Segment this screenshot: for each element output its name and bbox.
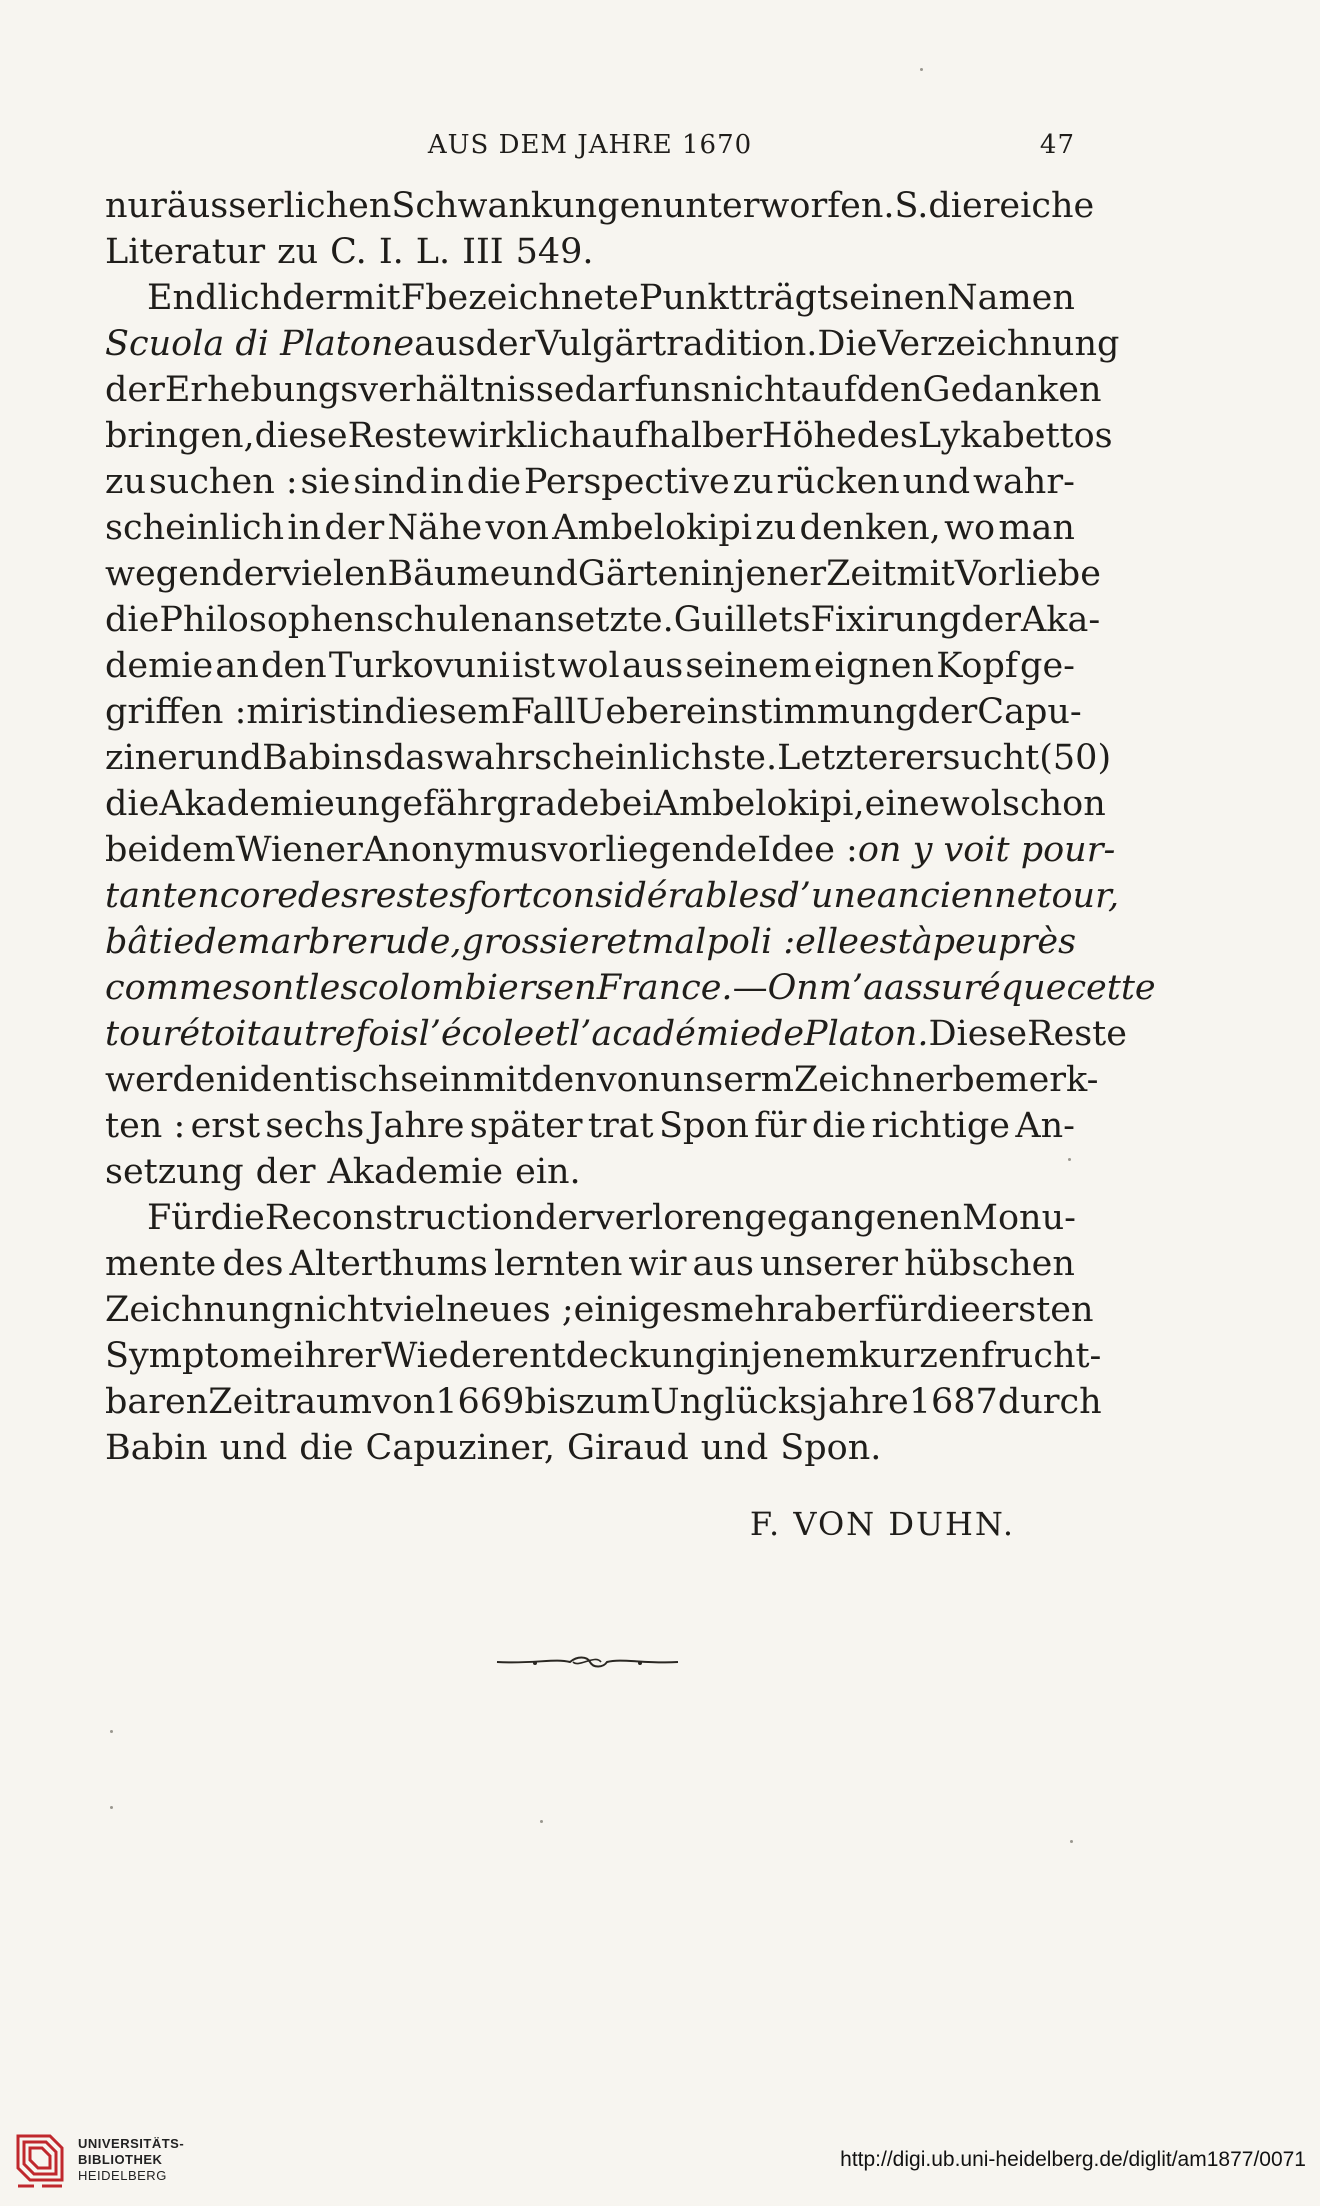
- word: tour,: [1037, 876, 1120, 916]
- word: An-: [1015, 1106, 1075, 1146]
- word: l’académie: [569, 1014, 761, 1054]
- word: tour: [105, 1014, 180, 1054]
- source-url-link[interactable]: http://digi.ub.uni-heidelberg.de/diglit/am1877/0071: [840, 2148, 1306, 2171]
- word: ersten: [980, 1290, 1094, 1330]
- word: Jahre: [369, 1106, 465, 1146]
- word: hübschen: [904, 1244, 1075, 1284]
- word: der: [475, 324, 536, 364]
- library-name: [78, 2136, 184, 2184]
- word: wegen: [105, 554, 222, 594]
- word: unserer: [760, 1244, 898, 1284]
- university-library-logo-icon: [12, 2130, 68, 2194]
- word: Akademie: [327, 1152, 504, 1192]
- word: unterworfen.: [662, 186, 895, 226]
- word: verloren: [594, 1198, 745, 1238]
- word: zu: [105, 462, 146, 502]
- word: rude,: [368, 922, 462, 962]
- word: und: [700, 1428, 769, 1468]
- word: mal: [641, 922, 707, 962]
- word: Für: [147, 1198, 211, 1238]
- word: aus: [621, 646, 684, 686]
- word: wol: [939, 784, 1003, 824]
- word: mit: [896, 554, 955, 594]
- word: der: [221, 554, 282, 594]
- text-line: [105, 1057, 1099, 1103]
- word: denken,: [799, 508, 941, 548]
- word: Verzeichnung: [877, 324, 1120, 364]
- word: trägt: [742, 278, 832, 318]
- word: erst: [190, 1106, 261, 1146]
- text-line: [105, 643, 1075, 689]
- word: fort: [467, 876, 532, 916]
- word: Unglücksjahre: [650, 1382, 909, 1422]
- word: sein: [400, 1060, 473, 1100]
- word: richtige: [871, 1106, 1010, 1146]
- text-line: [105, 1241, 1075, 1287]
- word: Uebereinstimmung: [575, 692, 918, 732]
- word: den: [531, 1060, 597, 1100]
- word: sucht: [942, 738, 1040, 778]
- word: und: [902, 462, 971, 502]
- word: autrefois: [260, 1014, 419, 1054]
- word: man: [998, 508, 1075, 548]
- word: Letzterer: [777, 738, 943, 778]
- word: étoit: [179, 1014, 261, 1054]
- word: zu: [277, 232, 319, 272]
- word: die: [928, 186, 983, 226]
- word: später: [469, 1106, 583, 1146]
- word: Vorliebe: [954, 554, 1101, 594]
- word: assuré: [884, 968, 1001, 1008]
- word: ungefähr: [334, 784, 497, 824]
- word: äusserlichen: [166, 186, 392, 226]
- word: d’une: [777, 876, 877, 916]
- word: der: [282, 278, 343, 318]
- word: Spon: [658, 1106, 749, 1146]
- word: vielen: [281, 554, 388, 594]
- word: werden: [105, 1060, 239, 1100]
- word: ist: [307, 692, 351, 732]
- text-line: [105, 551, 1101, 597]
- word: in: [350, 692, 385, 732]
- word: nur: [105, 186, 167, 226]
- word: wo: [944, 508, 996, 548]
- word: Reste: [1027, 1014, 1127, 1054]
- word: wirklich: [447, 416, 592, 456]
- word: der: [917, 692, 978, 732]
- text-line: [105, 873, 1120, 919]
- word: C.: [330, 232, 367, 272]
- word: von: [596, 1060, 661, 1100]
- footer: [0, 2130, 1320, 2206]
- text-line: [105, 183, 1095, 229]
- word: m’a: [818, 968, 884, 1008]
- word: und: [219, 1428, 288, 1468]
- word: Giraud: [567, 1428, 689, 1468]
- library-name-line3: HEIDELBERG: [78, 2168, 167, 2183]
- word: Guillets: [673, 600, 811, 640]
- word: von: [485, 508, 549, 548]
- text-line: [105, 1195, 1075, 1241]
- word: ansetzte.: [513, 600, 674, 640]
- word: l’école: [418, 1014, 535, 1054]
- word: 1687: [908, 1382, 998, 1422]
- word: bringen,: [105, 416, 255, 456]
- word: Anonymus: [362, 830, 548, 870]
- word: aus: [692, 1244, 754, 1284]
- word: Kopf: [936, 646, 1018, 686]
- word: darf: [574, 370, 648, 410]
- page-number: 47: [1039, 130, 1075, 160]
- word: auf: [800, 370, 857, 410]
- word: Vulgärtradition.: [535, 324, 818, 364]
- word: viel: [383, 1290, 447, 1330]
- word: ancienne: [876, 876, 1038, 916]
- word: tant: [105, 876, 177, 916]
- word: Erhebungsverhältnisse: [164, 370, 575, 410]
- word: Alterthums: [289, 1244, 488, 1284]
- word: mente: [105, 1244, 217, 1284]
- word: in: [717, 1336, 751, 1376]
- word: bei: [599, 784, 654, 824]
- word: Aka-: [1021, 600, 1101, 640]
- word: bei: [105, 830, 160, 870]
- word: mir: [246, 692, 308, 732]
- text-line: [105, 1333, 1102, 1379]
- word: der: [105, 370, 165, 410]
- word: près: [998, 922, 1077, 962]
- word: ge-: [1020, 646, 1075, 686]
- word: Bäume: [387, 554, 511, 594]
- word: Nähe: [387, 508, 483, 548]
- word: Spon.: [780, 1428, 882, 1468]
- word: ziner: [105, 738, 195, 778]
- word: frucht-: [981, 1336, 1102, 1376]
- text-line: [105, 321, 1120, 367]
- word: dem: [159, 830, 236, 870]
- word: seinen: [831, 278, 947, 318]
- word: encore: [176, 876, 298, 916]
- word: marbre: [237, 922, 369, 962]
- word: Literatur: [105, 232, 266, 272]
- word: bezeichnete: [425, 278, 639, 318]
- word: et: [606, 922, 642, 962]
- word: gegangenen: [744, 1198, 963, 1238]
- text-line: [105, 919, 1075, 965]
- word: Capu-: [977, 692, 1082, 732]
- word: in: [700, 554, 735, 594]
- word: Ambelokipi: [552, 508, 753, 548]
- word: —: [732, 968, 768, 1008]
- word: III: [462, 232, 504, 272]
- word: on y voit pour-: [857, 830, 1116, 870]
- word: Wiener: [235, 830, 363, 870]
- word: sind: [353, 462, 428, 502]
- word: wahrscheinlichste.: [444, 738, 778, 778]
- word: die: [811, 1106, 867, 1146]
- text-line: [105, 781, 1106, 827]
- running-title: AUS DEM JAHRE 1670: [427, 130, 753, 160]
- text-line: [105, 597, 1101, 643]
- word: neues ;: [446, 1290, 574, 1330]
- word: sie: [300, 462, 351, 502]
- word: que: [1000, 968, 1067, 1008]
- word: jenem: [750, 1336, 859, 1376]
- word: durch: [997, 1382, 1102, 1422]
- word: Platon.: [804, 1014, 929, 1054]
- word: Reste: [347, 416, 448, 456]
- word: (50): [1039, 738, 1112, 778]
- word: und: [194, 738, 263, 778]
- page-header: [105, 130, 1075, 170]
- word: grade: [496, 784, 600, 824]
- word: 1669: [435, 1382, 525, 1422]
- word: peu: [932, 922, 999, 962]
- word: Monu-: [962, 1198, 1076, 1238]
- word: die: [210, 1198, 265, 1238]
- text-line: [105, 1287, 1094, 1333]
- word: für: [874, 1290, 927, 1330]
- word: griffen :: [105, 692, 247, 732]
- word: Capuziner,: [365, 1428, 556, 1468]
- word: Turkovuni: [328, 646, 510, 686]
- word: Symptome: [105, 1336, 294, 1376]
- word: der: [961, 600, 1022, 640]
- word: kurzen: [858, 1336, 982, 1376]
- word: bemerk-: [952, 1060, 1099, 1100]
- word: est: [858, 922, 912, 962]
- word: setzung: [105, 1152, 244, 1192]
- word: aus: [414, 324, 476, 364]
- text-line: [105, 1379, 1102, 1425]
- word: uns: [647, 370, 711, 410]
- word: wahr-: [972, 462, 1075, 502]
- word: den: [856, 370, 923, 410]
- text-line: [105, 689, 1082, 735]
- text-line: [105, 1425, 1075, 1471]
- word: Wiederentdeckung: [381, 1336, 718, 1376]
- word: On: [767, 968, 819, 1008]
- text-line: [105, 367, 1102, 413]
- word: Perspective: [523, 462, 730, 502]
- word: die: [299, 1428, 354, 1468]
- word: Fall: [510, 692, 576, 732]
- word: von: [371, 1382, 436, 1422]
- word: unserm: [660, 1060, 794, 1100]
- word: Namen: [947, 278, 1075, 318]
- word: et: [534, 1014, 570, 1054]
- word: baren: [105, 1382, 209, 1422]
- text-line: [105, 459, 1075, 505]
- text-line: [105, 735, 1112, 781]
- word: ist: [512, 646, 556, 686]
- word: für: [754, 1106, 807, 1146]
- word: Zeit: [826, 554, 897, 594]
- word: sont: [232, 968, 309, 1008]
- word: die: [926, 1290, 981, 1330]
- word: reiche: [982, 186, 1095, 226]
- word: mit: [472, 1060, 532, 1100]
- word: à: [911, 922, 933, 962]
- word: zu: [755, 508, 797, 548]
- word: cette: [1066, 968, 1156, 1008]
- text-line: [105, 1103, 1075, 1149]
- word: diesem: [384, 692, 511, 732]
- word: grossier: [461, 922, 607, 962]
- word: des: [856, 416, 918, 456]
- word: schon: [1002, 784, 1106, 824]
- word: F: [400, 278, 426, 318]
- word: und: [510, 554, 578, 594]
- word: de: [194, 922, 238, 962]
- word: suchen :: [148, 462, 298, 502]
- word: eine: [864, 784, 940, 824]
- word: seinem: [685, 646, 812, 686]
- author-signature: F. VON DUHN.: [749, 1505, 1015, 1543]
- word: I.: [378, 232, 404, 272]
- word: vorliegende: [547, 830, 758, 870]
- word: der: [324, 508, 385, 548]
- word: Idee :: [757, 830, 858, 870]
- word: auf: [591, 416, 648, 456]
- word: bis: [524, 1382, 576, 1422]
- word: L.: [415, 232, 451, 272]
- word: einiges: [573, 1290, 701, 1330]
- word: colombiers: [358, 968, 554, 1008]
- word: poli :: [706, 922, 796, 962]
- word: mit: [342, 278, 401, 318]
- word: Diese: [928, 1014, 1028, 1054]
- text-line: [105, 413, 1113, 459]
- word: elle: [795, 922, 859, 962]
- word: comme: [105, 968, 233, 1008]
- word: des: [222, 1244, 284, 1284]
- word: considérables: [532, 876, 778, 916]
- word: identisch: [238, 1060, 401, 1100]
- word: les: [308, 968, 359, 1008]
- word: bâtie: [105, 922, 195, 962]
- word: in: [287, 508, 322, 548]
- word: Die: [817, 324, 878, 364]
- word: Gärten: [577, 554, 701, 594]
- word: wir: [628, 1244, 687, 1284]
- word: 549.: [515, 232, 594, 272]
- word: scheinlich: [105, 508, 285, 548]
- word: den: [261, 646, 327, 686]
- word: an: [215, 646, 259, 686]
- word: der: [255, 1152, 316, 1192]
- word: en: [553, 968, 597, 1008]
- word: nicht: [710, 370, 801, 410]
- text-line: [105, 229, 1075, 275]
- word: Babins: [262, 738, 383, 778]
- word: lernten: [493, 1244, 623, 1284]
- word: diese: [254, 416, 348, 456]
- library-name-line2: BIBLIOTHEK: [78, 2152, 163, 2167]
- text-line: [105, 965, 1156, 1011]
- word: Höhe: [761, 416, 857, 456]
- word: aber: [793, 1290, 875, 1330]
- word: der: [534, 1198, 595, 1238]
- body-text: [105, 183, 1156, 1471]
- word: Lykabettos: [917, 416, 1113, 456]
- word: sechs: [265, 1106, 365, 1146]
- word: ten :: [105, 1106, 186, 1146]
- word: ein.: [515, 1152, 581, 1192]
- word: des: [297, 876, 360, 916]
- word: die: [105, 600, 160, 640]
- word: jener: [734, 554, 827, 594]
- text-line: [105, 1011, 1127, 1057]
- word: Schwankungen: [391, 186, 663, 226]
- word: mehr: [700, 1290, 794, 1330]
- word: Zeichnung: [105, 1290, 294, 1330]
- word: trat: [587, 1106, 654, 1146]
- word: in: [430, 462, 464, 502]
- word: Gedanken: [922, 370, 1102, 410]
- library-name-line1: UNIVERSITÄTS-: [78, 2136, 185, 2151]
- word: Akademie: [159, 784, 335, 824]
- word: de: [760, 1014, 805, 1054]
- word: restes: [359, 876, 468, 916]
- text-line: [105, 827, 1116, 873]
- word: zum: [575, 1382, 651, 1422]
- word: Punkt: [638, 278, 743, 318]
- word: Fixirung: [810, 600, 962, 640]
- word: S.: [894, 186, 929, 226]
- word: demie: [105, 646, 214, 686]
- text-line: [105, 275, 1075, 321]
- word: France.: [596, 968, 733, 1008]
- word: zu: [732, 462, 774, 502]
- text-line: [105, 505, 1075, 551]
- word: ihrer: [293, 1336, 382, 1376]
- word: eignen: [813, 646, 935, 686]
- word: Scuola di Platone: [105, 324, 415, 364]
- text-line: [105, 1149, 1075, 1195]
- word: rücken: [776, 462, 900, 502]
- word: wol: [557, 646, 620, 686]
- word: Reconstruction: [264, 1198, 535, 1238]
- word: Babin: [105, 1428, 208, 1468]
- word: die: [105, 784, 160, 824]
- word: Zeichner: [793, 1060, 953, 1100]
- word: das: [382, 738, 445, 778]
- word: Philosophenschulen: [159, 600, 514, 640]
- word: Zeitraum: [208, 1382, 372, 1422]
- word: die: [466, 462, 522, 502]
- word: nicht: [293, 1290, 384, 1330]
- word: halber: [647, 416, 762, 456]
- word: Endlich: [147, 278, 283, 318]
- ornament-divider-icon: [495, 1650, 680, 1674]
- word: Ambelokipi,: [653, 784, 865, 824]
